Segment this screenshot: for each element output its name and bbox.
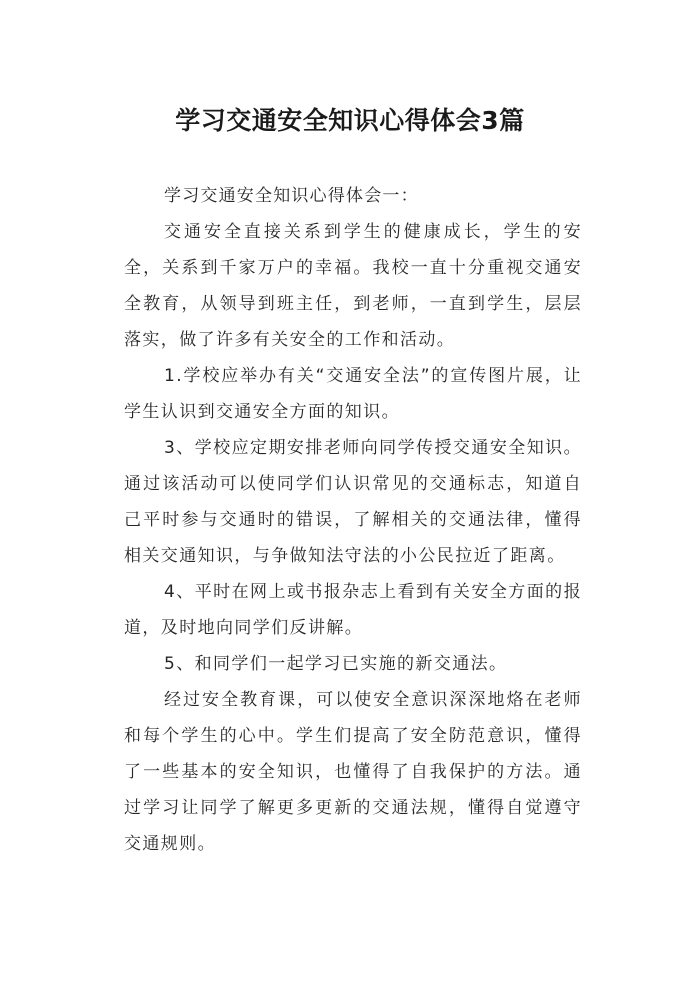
paragraph-point-4: 4、平时在网上或书报杂志上看到有关安全方面的报道，及时地向同学们反讲解。 [124, 582, 582, 638]
paragraph-conclusion: 经过安全教育课，可以使安全意识深深地烙在老师和每个学生的心中。学生们提高了安全防范意识，懂得了一些基本的安全知识，也懂得了自我保护的方法。通过学习让同学了解更多更新的交通法规，懂得自觉遵守交通规则。 [124, 690, 582, 854]
document-title: 学习交通安全知识心得体会3篇 [175, 105, 525, 135]
paragraph-point-1: 1.学校应举办有关“交通安全法”的宣传图片展，让学生认识到交通安全方面的知识。 [124, 366, 582, 422]
paragraph-point-3: 3、学校应定期安排老师向同学传授交通安全知识。通过该活动可以使同学们认识常见的交通标志，知道自己平时参与交通时的错误，了解相关的交通法律，懂得相关交通知识，与争做知法守法的小公民拉近了距离。 [124, 438, 582, 566]
section-heading: 学习交通安全知识心得体会一： [164, 186, 419, 206]
paragraph-point-5: 5、和同学们一起学习已实施的新交通法。 [164, 654, 508, 674]
document-body [124, 178, 582, 862]
paragraph-intro: 交通安全直接关系到学生的健康成长，学生的安全，关系到千家万户的幸福。我校一直十分重视交通安全教育，从领导到班主任，到老师，一直到学生，层层落实，做了许多有关安全的工作和活动。 [124, 222, 582, 350]
